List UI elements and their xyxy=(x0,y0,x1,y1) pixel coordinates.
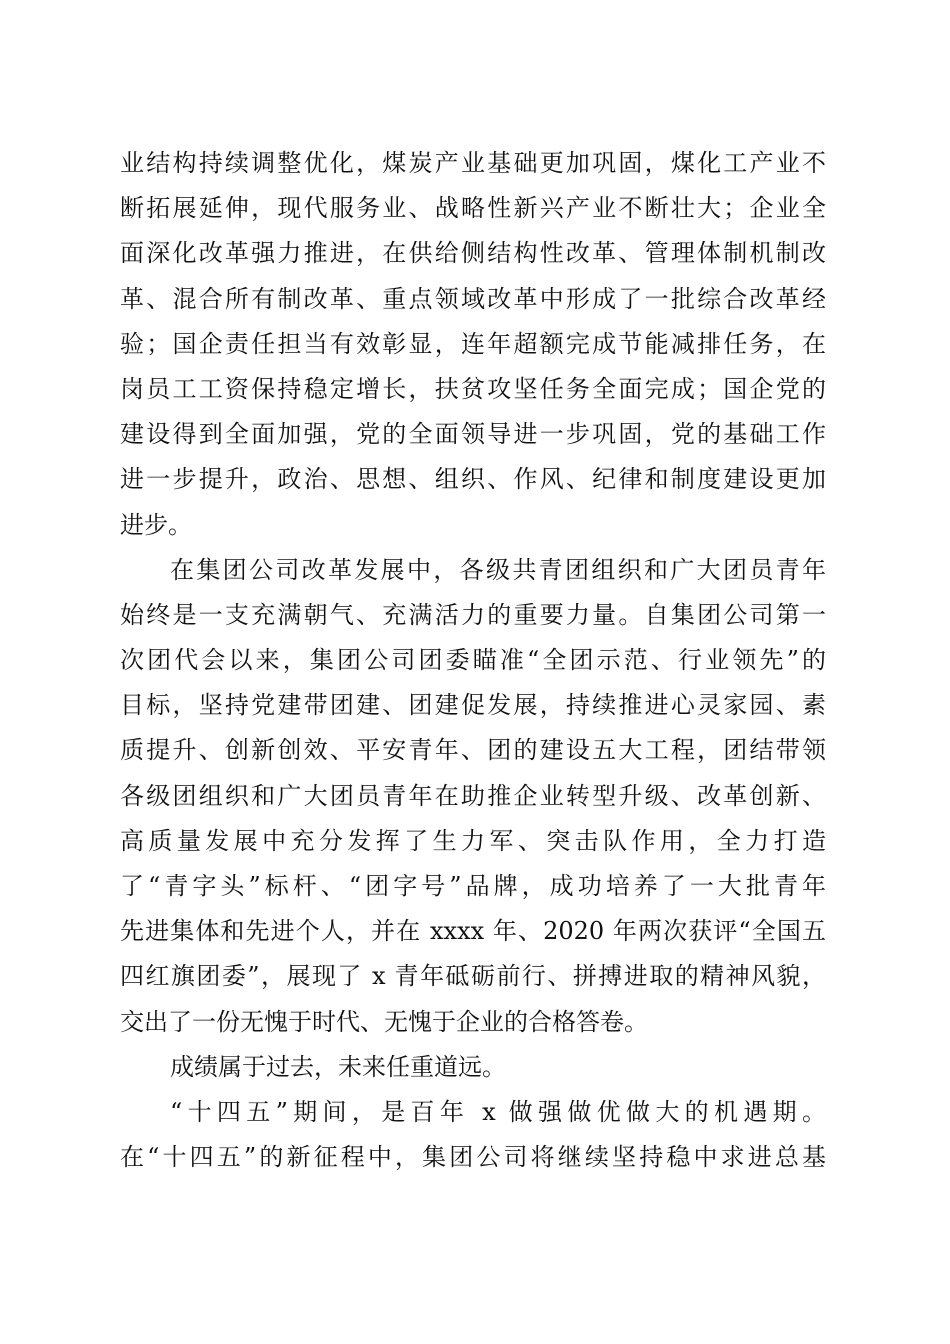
text-line: 验；国企责任担当有效彰显，连年超额完成节能减排任务，在 xyxy=(120,329,826,358)
text-line: 面深化改革强力推进，在供给侧结构性改革、管理体制机制改 xyxy=(120,239,826,268)
text-line: 质提升、创新创效、平安青年、团的建设五大工程，团结带领 xyxy=(120,736,826,765)
paragraph-fourteenth-plan xyxy=(120,1090,826,1180)
text-line: 革、混合所有制改革、重点领域改革中形成了一批综合改革经 xyxy=(120,284,826,313)
text-line: 进一步提升，政治、思想、组织、作风、纪律和制度建设更加 xyxy=(120,465,826,494)
paragraph-past-future xyxy=(120,1045,826,1090)
paragraph-youth-league xyxy=(120,548,826,1045)
text-line: 成绩属于过去，未来任重道远。 xyxy=(170,1052,506,1081)
text-line: 始终是一支充满朝气、充满活力的重要力量。自集团公司第一 xyxy=(120,600,826,629)
text-line: 岗员工工资保持稳定增长，扶贫攻坚任务全面完成；国企党的 xyxy=(120,374,826,403)
body-text xyxy=(120,141,826,1180)
text-line: 各级团组织和广大团员青年在助推企业转型升级、改革创新、 xyxy=(120,781,826,810)
text-line: 四红旗团委”，展现了 x 青年砥砺前行、拼搏进取的精神风貌， xyxy=(120,962,826,991)
text-line: 次团代会以来，集团公司团委瞄准“全团示范、行业领先”的 xyxy=(120,646,826,675)
text-line: 了“青字头”标杆、“团字号”品牌，成功培养了一大批青年 xyxy=(120,872,826,900)
text-line: 高质量发展中充分发挥了生力军、突击队作用，全力打造 xyxy=(120,826,826,855)
text-line: 断拓展延伸，现代服务业、战略性新兴产业不断壮大；企业全 xyxy=(120,194,826,223)
text-line: “十四五”期间，是百年 x 做强做优做大的机遇期。 xyxy=(170,1097,826,1126)
text-line: 业结构持续调整优化，煤炭产业基础更加巩固，煤化工产业不 xyxy=(120,149,826,177)
text-line: 在集团公司改革发展中，各级共青团组织和广大团员青年 xyxy=(170,555,826,584)
text-line: 目标，坚持党建带团建、团建促发展，持续推进心灵家园、素 xyxy=(120,691,826,720)
paragraph-achievements xyxy=(120,141,826,548)
text-line: 进步。 xyxy=(120,510,192,539)
text-line: 先进集体和先进个人，并在 xxxx 年、2020 年两次获评“全国五 xyxy=(120,917,826,946)
text-line: 建设得到全面加强，党的全面领导进一步巩固，党的基础工作 xyxy=(120,420,826,449)
text-line: 交出了一份无愧于时代、无愧于企业的合格答卷。 xyxy=(120,1007,648,1036)
text-line: 在“十四五”的新征程中，集团公司将继续坚持稳中求进总基 xyxy=(120,1143,826,1172)
